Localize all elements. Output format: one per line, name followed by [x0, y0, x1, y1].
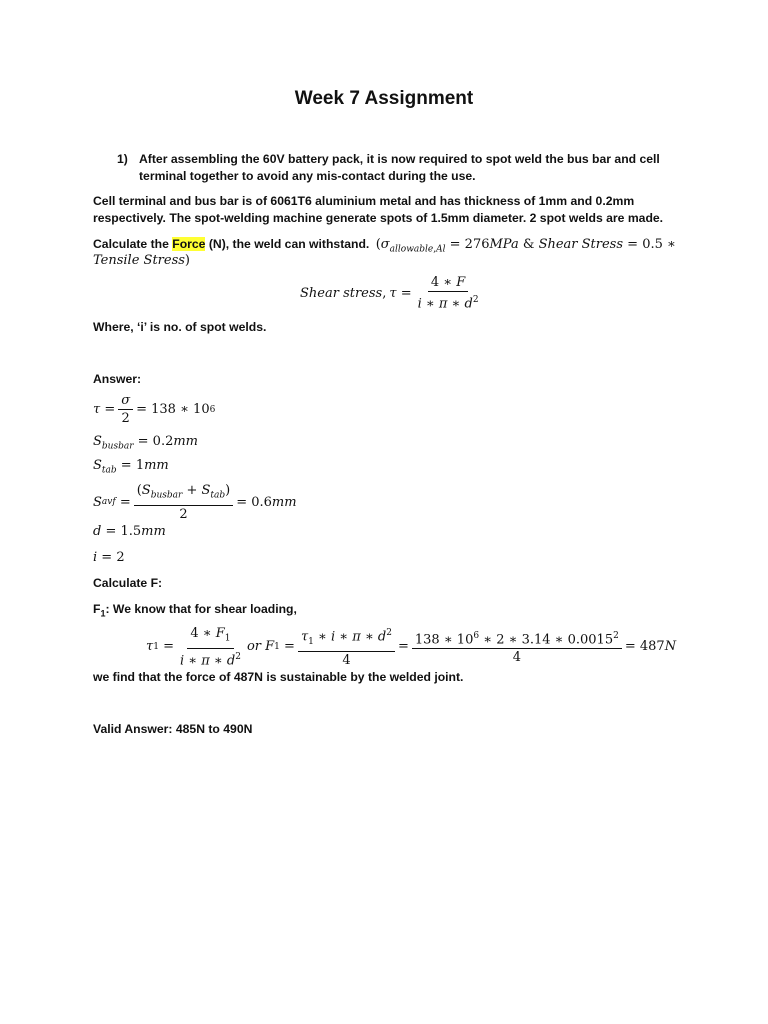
where-note: Where, ‘i’ is no. of spot welds.: [93, 320, 267, 334]
f1-description: : We know that for shear loading,: [105, 602, 297, 616]
valid-answer: Valid Answer: 485N to 490N: [93, 722, 253, 736]
s-avf-equation: S avf = $\frac{(S_{busbar} + S_{tab})}{2}$ = 0.6 mm: [93, 483, 297, 522]
allowable-stress-equation-cont: Tensile Stress): [93, 253, 190, 268]
i-equation: i = 2: [93, 550, 125, 565]
answer-label: Answer:: [93, 372, 142, 386]
calculate-prefix: Calculate the: [93, 237, 173, 251]
question-number: 1): [117, 152, 128, 166]
f1-subscript: 1: [100, 608, 106, 619]
force-equation: τ 1 = $\frac{4 ∗ F_1}{i ∗ \pi ∗ d^2}$ or F 1 = $\frac{\tau_1 ∗ i ∗ \pi ∗ d^2}{4}$ = $\frac{138 ∗ 10^6 ∗ 2 ∗ 3.14 ∗ 0.0015^2}{4}$ = 487 N: [146, 626, 677, 668]
calculate-f-label: Calculate F:: [93, 576, 163, 590]
d-equation: d = 1.5mm: [93, 524, 166, 539]
paragraph-line-2: respectively. The spot-welding machine generate spots of 1.5mm diameter. 2 spot welds are made.: [93, 211, 664, 225]
s-busbar-equation: $S_{busbar} = 0.2mm$: [93, 434, 199, 452]
s-tab-equation: $S_{tab} = 1mm$: [93, 458, 169, 476]
question-line-1: After assembling the 60V battery pack, it is now required to spot weld the bus bar and cell: [139, 152, 660, 166]
allowable-stress-equation: ($\sigma_{allowable,Al} = 276MPa$ & Shear Stress = 0.5 ∗: [375, 237, 676, 255]
tau-equation: τ = $\frac{\sigma}{2}$ = 138 ∗ 10 6: [93, 393, 216, 426]
question-line-2: terminal together to avoid any mis-contact during the use.: [139, 169, 476, 183]
f1-shear-loading-text: [93, 601, 297, 622]
calculate-suffix: (N), the weld can withstand.: [205, 237, 370, 251]
conclusion-text: we find that the force of 487N is sustainable by the welded joint.: [93, 670, 464, 684]
f1-letter: F: [93, 602, 101, 616]
paragraph-line-1: Cell terminal and bus bar is of 6061T6 aluminium metal and has thickness of 1mm and 0.2mm: [93, 194, 635, 208]
shear-stress-formula: Shear stress , τ = $\frac{4 ∗ F}{i ∗ \pi ∗ d^2}$: [300, 275, 479, 312]
force-highlight: Force: [172, 237, 206, 251]
page-title: Week 7 Assignment: [294, 88, 474, 109]
